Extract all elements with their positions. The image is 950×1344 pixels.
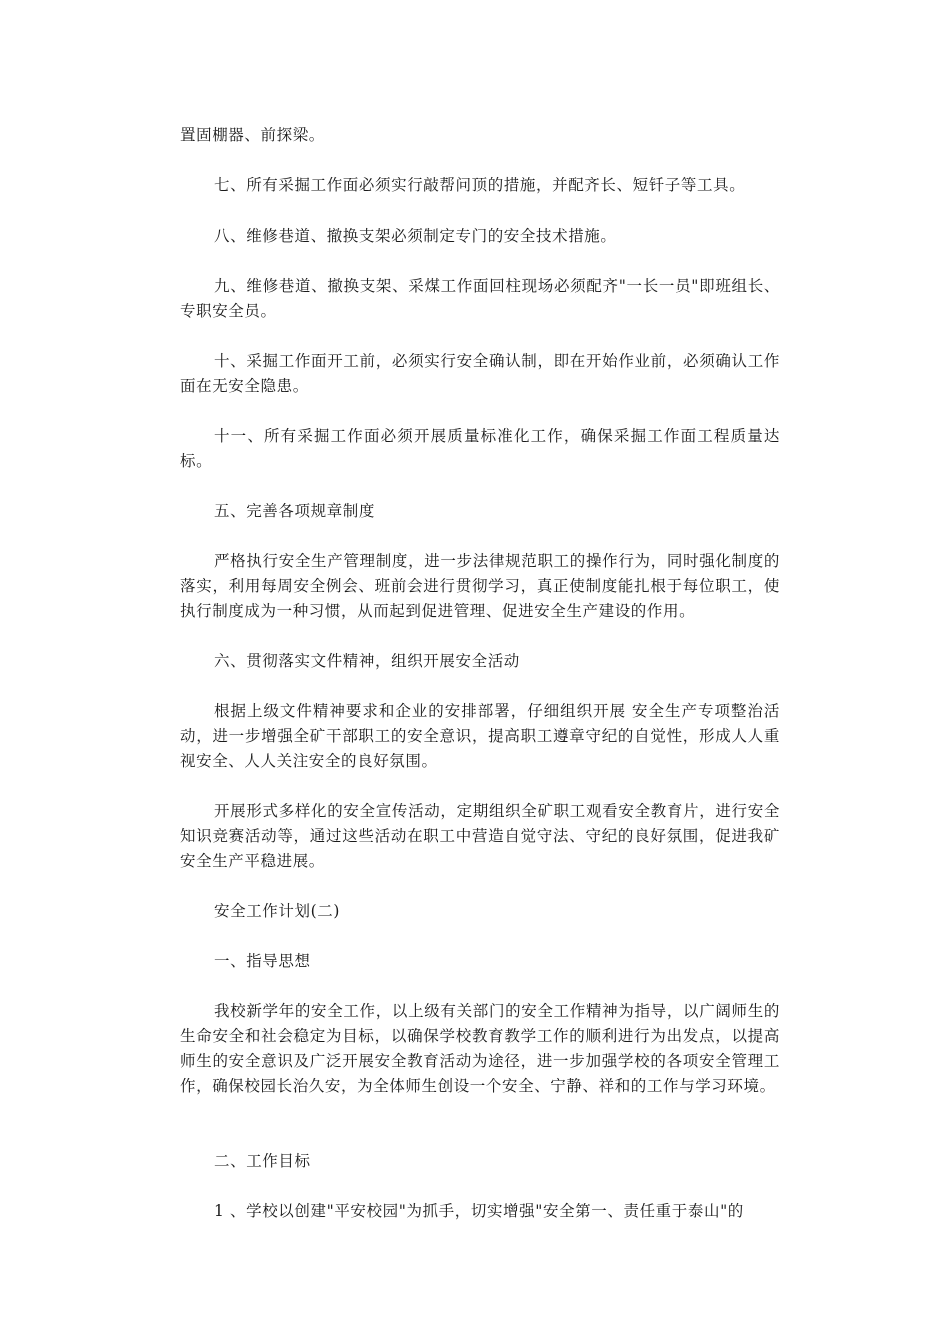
section-heading-6: 六、贯彻落实文件精神，组织开展安全活动 [214,652,520,670]
paragraph-item-8: 八、维修巷道、撤换支架必须制定专门的安全技术措施。 [214,227,617,245]
paragraph-guiding-thought: 我校新学年的安全工作，以上级有关部门的安全工作精神为指导，以广阔师生的生命安全和社会稳定为目标，以确保学校教育教学工作的顺利进行为出发点，以提高师生的安全意识及广泛开展安全教育活动为途径，进一步加强学校的各项安全管理工作，确保校园长治久安，为全体师生创设一个安全、宁静、祥和的工作与学习环境。 [180,1002,780,1095]
paragraph-goal-1: 1 、学校以创建"平安校园"为抓手，切实增强"安全第一、责任重于泰山"的 [214,1202,744,1220]
section-heading-guiding-thought: 一、指导思想 [214,952,311,970]
section-heading-5: 五、完善各项规章制度 [214,502,376,520]
paragraph-safety-campaign: 根据上级文件精神要求和企业的安排部署，仔细组织开展 安全生产专项整治活动，进一步增强全矿干部职工的安全意识，提高职工遵章守纪的自觉性，形成人人重视安全、人人关注安全的良好氛围。 [180,702,780,770]
paragraph-continuation: 置固棚器、前探梁。 [180,126,325,144]
paragraph-safety-promotion: 开展形式多样化的安全宣传活动，定期组织全矿职工观看安全教育片，进行安全知识竞赛活动等，通过这些活动在职工中营造自觉守法、守纪的良好氛围，促进我矿安全生产平稳进展。 [180,802,780,870]
paragraph-item-11: 十一、所有采掘工作面必须开展质量标准化工作，确保采掘工作面工程质量达标。 [180,427,780,470]
document-subtitle: 安全工作计划(二) [214,902,340,920]
paragraph-item-7: 七、所有采掘工作面必须实行敲帮问顶的措施，并配齐长、短钎子等工具。 [214,176,746,194]
paragraph-item-9: 九、维修巷道、撤换支架、采煤工作面回柱现场必须配齐"一长一员"即班组长、专职安全员。 [180,277,780,320]
paragraph-regulations: 严格执行安全生产管理制度，进一步法律规范职工的操作行为，同时强化制度的落实，利用每周安全例会、班前会进行贯彻学习，真正使制度能扎根于每位职工，使执行制度成为一种习惯，从而起到促进管理、促进安全生产建设的作用。 [180,552,780,620]
paragraph-item-10: 十、采掘工作面开工前，必须实行安全确认制，即在开始作业前，必须确认工作面在无安全隐患。 [180,352,780,395]
section-heading-work-goals: 二、工作目标 [214,1152,311,1170]
